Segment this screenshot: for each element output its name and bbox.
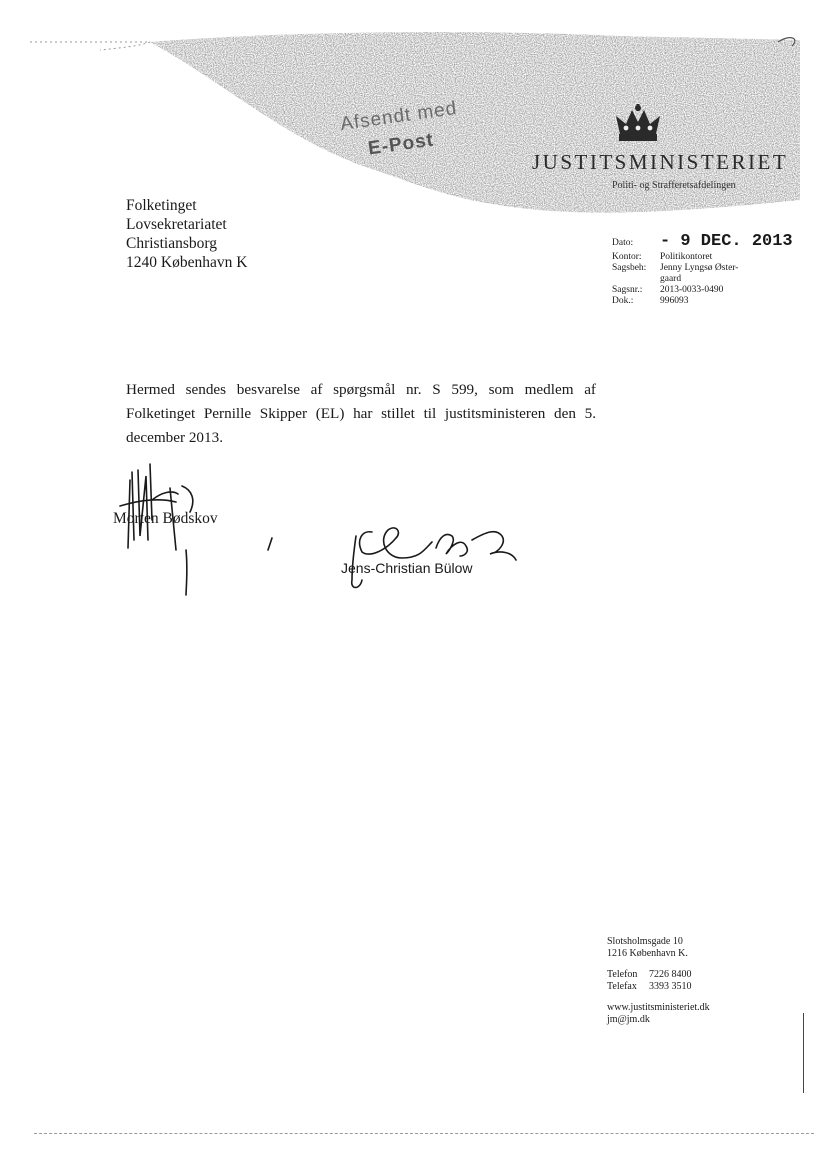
signer-name-2: Jens-Christian Bülow — [341, 560, 473, 576]
caseworker-value-cont: gaard — [660, 274, 682, 284]
city: 1216 København K. — [607, 947, 688, 959]
page-bottom-edge — [34, 1133, 814, 1134]
stamp-sent-line: Afsendt med — [339, 97, 459, 136]
date-stamp: - 9 DEC. 2013 — [660, 232, 793, 251]
signer-name-1: Morten Bødskov — [113, 510, 218, 527]
ministry-department: Politi- og Strafferetsafdelingen — [612, 180, 736, 191]
recipient-line: Folketinget — [126, 197, 197, 214]
email-link: jm@jm.dk — [607, 1013, 650, 1025]
caseworker-label: Sagsbeh: — [612, 263, 647, 273]
website-link: www.justitsministeriet.dk — [607, 1002, 710, 1013]
ministry-address — [607, 936, 710, 1025]
office-value: Politikontoret — [660, 252, 713, 262]
recipient-address — [126, 196, 247, 272]
recipient-line: Christiansborg — [126, 235, 217, 252]
document-number-label: Dok.: — [612, 296, 634, 306]
office-label: Kontor: — [612, 252, 642, 262]
crown-icon — [612, 104, 664, 148]
ministry-name: JUSTITSMINISTERIET — [532, 150, 789, 174]
date-label: Dato: — [612, 238, 634, 248]
fax-label: Telefax — [607, 980, 637, 992]
phone-value: 7226 8400 — [649, 969, 692, 980]
document-number-value: 996093 — [660, 296, 689, 306]
document-meta — [612, 232, 793, 307]
street: Slotsholmsgade 10 — [607, 936, 683, 947]
stamp-email-line: E-Post — [366, 129, 436, 160]
recipient-line: 1240 København K — [126, 254, 248, 271]
handwritten-signatures — [0, 440, 827, 620]
case-number-label: Sagsnr.: — [612, 285, 643, 295]
recipient-line: Lovsekretariatet — [126, 216, 227, 233]
fax-value: 3393 3510 — [649, 980, 692, 992]
phone-label: Telefon — [607, 969, 638, 980]
margin-mark — [803, 1013, 804, 1093]
letter-body: Hermed sendes besvarelse af spørgsmål nr. S 599, som medlem af Folketinget Pernille Skipper (EL) har stillet til justitsministeren den 5. december 2013. — [126, 381, 596, 446]
caseworker-value: Jenny Lyngsø Øster- — [660, 263, 739, 273]
case-number-value: 2013-0033-0490 — [660, 285, 724, 295]
